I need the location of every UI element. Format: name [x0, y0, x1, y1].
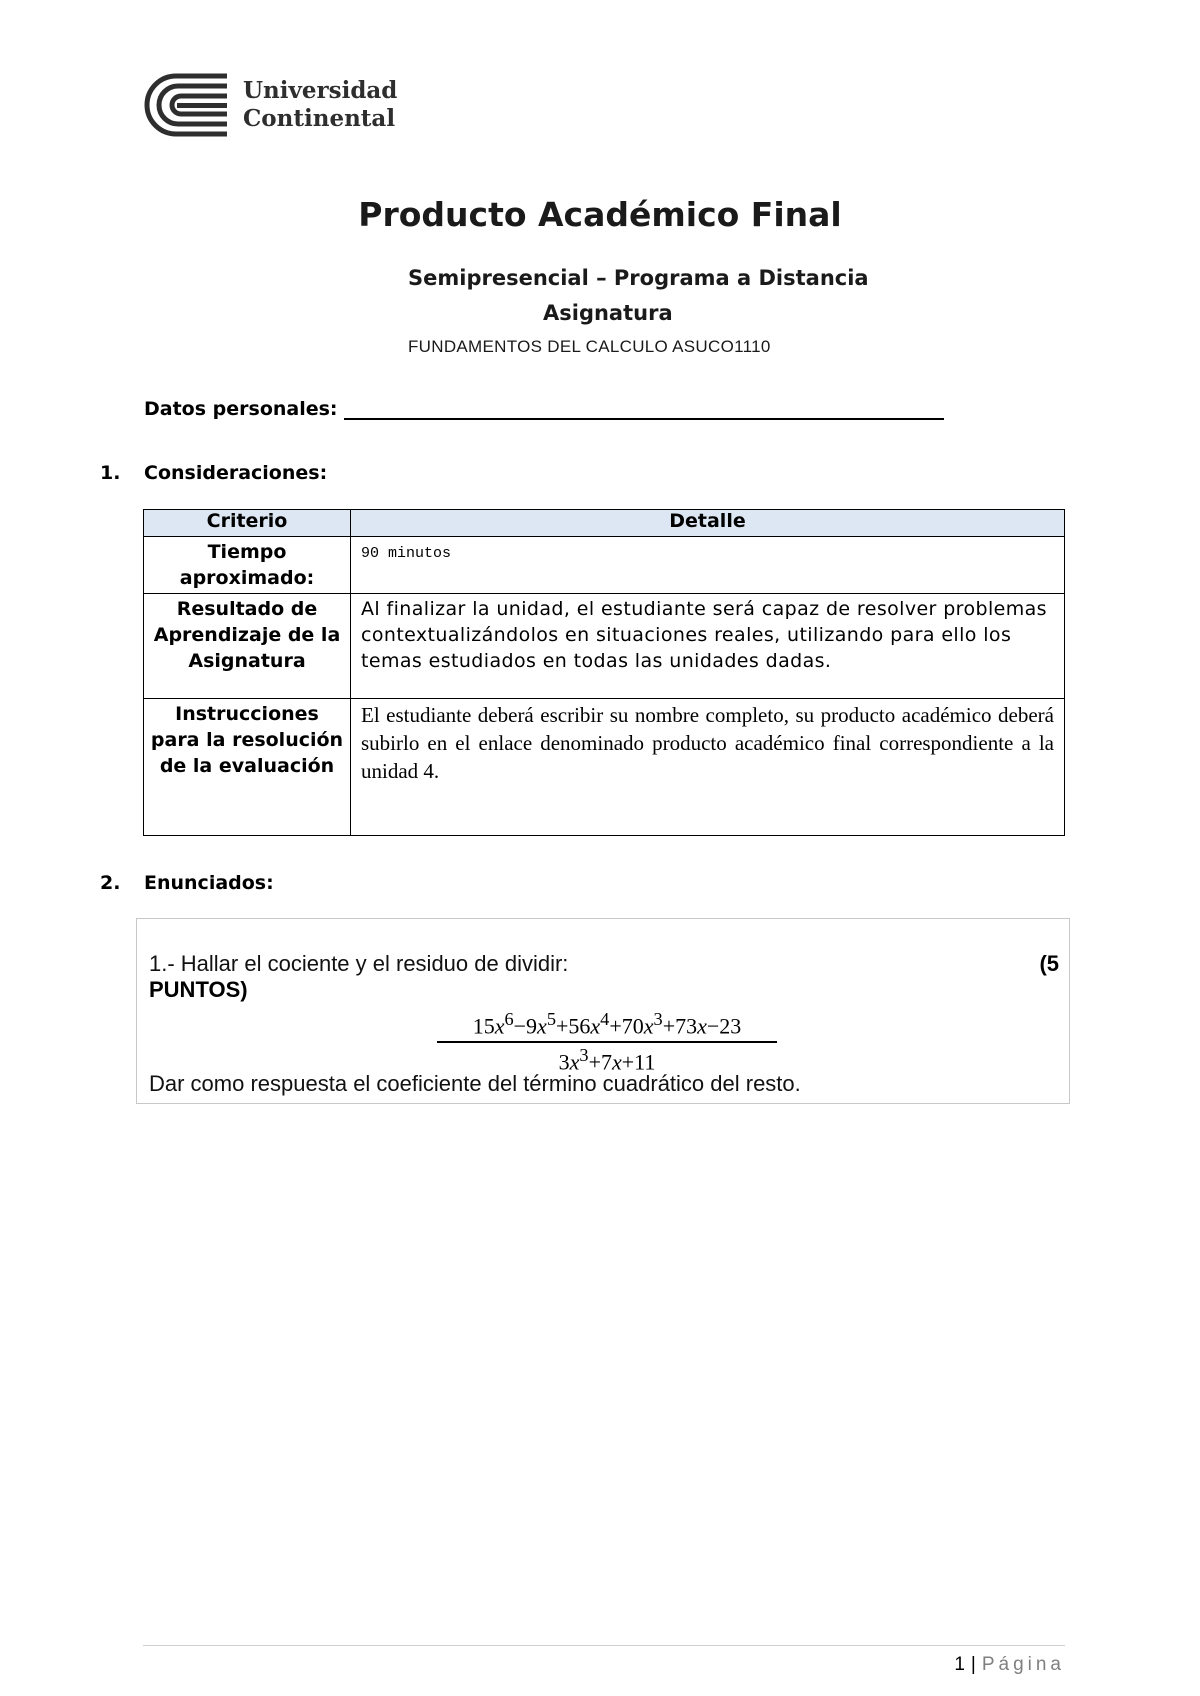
university-logo-icon [143, 72, 229, 138]
section-number: 2. [100, 872, 121, 894]
question-answer-instruction: Dar como respuesta el coeficiente del término cuadrático del resto. [149, 1071, 801, 1096]
division-fraction [437, 1009, 777, 1076]
page-footer [954, 1654, 1065, 1676]
criterion-cell: Resultado de Aprendizaje de la Asignatura [144, 594, 351, 699]
question-box [136, 918, 1070, 1104]
detail-text: 90 minutos [361, 545, 452, 562]
university-name-line1: Universidad [243, 77, 398, 104]
university-name [243, 77, 397, 133]
university-logo [143, 70, 397, 140]
section-number: 1. [100, 462, 121, 484]
detail-text: El estudiante deberá escribir su nombre completo, su producto académico deberá subirlo en el enlace denominado producto académico final correspondiente a la unidad 4. [361, 703, 1054, 783]
course-name: FUNDAMENTOS DEL CALCULO ASUCO1110 [408, 337, 771, 356]
page-label: Página [981, 1654, 1065, 1675]
table-row [144, 594, 1065, 699]
detail-cell [351, 537, 1065, 594]
personal-data-field [144, 398, 944, 420]
question-points: (5 [1039, 951, 1059, 976]
section-considerations-heading [100, 462, 327, 484]
section-title: Enunciados: [144, 872, 274, 894]
university-name-line2: Continental [243, 105, 396, 132]
criterion-cell: Tiempo aproximado: [144, 537, 351, 594]
document-subtitle: Semipresencial – Programa a Distancia [408, 266, 869, 290]
document-title: Producto Académico Final [358, 195, 842, 234]
detail-text: Al finalizar la unidad, el estudiante será capaz de resolver problemas contextualizándolos en situaciones reales, utilizando para ello los temas estudiados en todas las unidades dadas. [361, 598, 1047, 672]
detail-cell [351, 594, 1065, 699]
table-header-criterion: Criterio [144, 510, 351, 537]
question-text: 1.- Hallar el cociente y el residuo de dividir: [149, 951, 569, 976]
personal-data-label: Datos personales: [144, 398, 338, 420]
question-points-label: PUNTOS) [149, 977, 248, 1002]
criterion-cell: Instrucciones para la resolución de la evaluación [144, 699, 351, 836]
page-number: 1 [954, 1654, 965, 1675]
footer-divider [143, 1645, 1065, 1646]
table-header-detail: Detalle [351, 510, 1065, 537]
considerations-table [143, 509, 1065, 836]
subject-label: Asignatura [543, 301, 673, 325]
section-statements-heading [100, 872, 274, 894]
table-row [144, 537, 1065, 594]
footer-separator: | [970, 1654, 976, 1675]
fraction-denominator: $3x^3+7x+11$ [558, 1045, 656, 1075]
detail-cell [351, 699, 1065, 836]
table-header-row [144, 510, 1065, 537]
table-row [144, 699, 1065, 836]
section-title: Consideraciones: [144, 462, 328, 484]
personal-data-blank-line [344, 398, 944, 420]
fraction-numerator: $15x^6-9x^5+56x^4+70x^3+73x-23$ [437, 1009, 777, 1043]
